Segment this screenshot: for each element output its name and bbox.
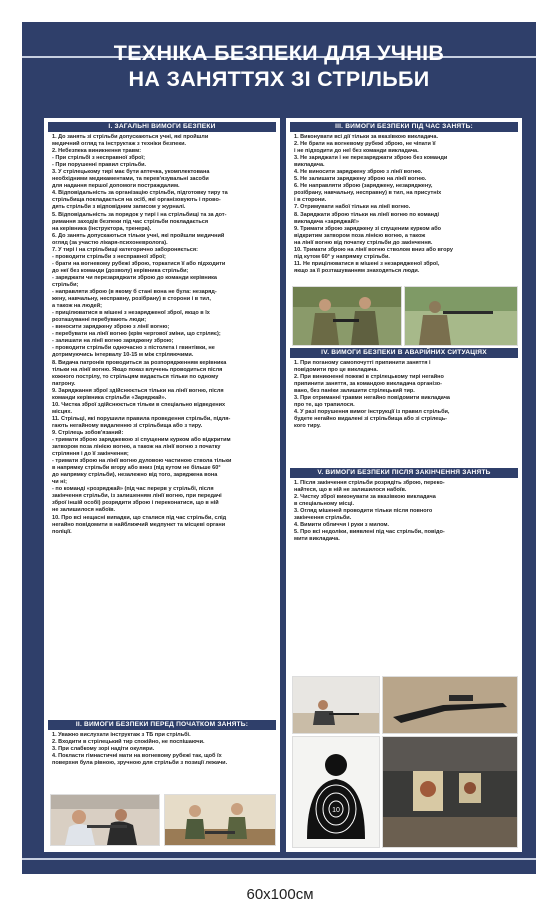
section-general-line: 9. Стрілець зобов'язаний: [52,429,124,436]
section-during-line: 5. Не залишати заряджену зброю на лінії вогню. [294,176,427,183]
photo-students-shooting [50,794,160,846]
photo-rifle-closeup [382,676,518,734]
section-general-line: стрільби; [52,281,79,288]
section-general-line: 5. Відповідальність за порядок у тирі і на стрільбищі та за дот- [52,211,227,218]
section-during-line: під кутом 60° у напрямку стрільби. [294,253,390,260]
section-emergency-line: 4. У разі порушення вимог інструкції із правил стрільби, [294,409,450,416]
stand-board [22,22,536,874]
section-general-heading: І. ЗАГАЛЬНІ ВИМОГИ БЕЗПЕКИ [48,122,276,132]
page-title [22,40,536,92]
section-general-line: - брати на вогневому рубежі зброю, торкатися її або підходити [52,260,226,267]
section-before-line: 2. Входити в стрілецький тир спокійно, не поспішаючи. [52,739,205,746]
section-during-line: якщо за її розташуванням знаходяться люди. [294,267,420,274]
section-emergency-line: про те, що трапилося. [294,402,355,409]
section-during-line: 2. Не брати на вогневому рубежі зброю, не чіпати її [294,141,436,148]
section-during-line: 9. Тримати зброю заряджену зі спущеним курком або [294,225,442,232]
section-during-line: викладача. [294,162,325,169]
section-during-heading: ІІІ. ВИМОГИ БЕЗПЕКИ ПІД ЧАС ЗАНЯТЬ: [290,122,518,132]
section-after-line: мити викладача. [294,536,340,543]
section-general-line: зброї іншій особі) розрядити зброю і переконатися, що в ній [52,500,219,507]
section-general-line: закінчення стрільби, із залишенням лінії вогню, при передачі [52,493,222,500]
section-general-line: 7. У тирі і на стрільбищі категорично забороняється: [52,246,198,253]
section-general-line: 8. Видача патронів проводиться за розпорядженням керівника [52,359,227,366]
section-general-line: жену, навчальну, несправну, розібрану) в сторони і в тил, [52,296,211,303]
section-general-line: не залишилося набоїв. [52,507,116,514]
section-after-heading: V. ВИМОГИ БЕЗПЕКИ ПІСЛЯ ЗАКІНЧЕННЯ ЗАНЯТЬ [290,468,518,478]
section-after-line: 5. Про всі недоліки, виявлені під час стрільби, повідо- [294,529,445,536]
section-before-line: 1. Уважно вислухати інструктаж з ТБ при стрільбі. [52,732,191,738]
section-general-line: місцях. [52,408,73,415]
section-general-line: - прицілюватися в мішені з незарядженої зброї, якщо в їх [52,310,210,317]
section-general-body [52,134,272,536]
section-general-line: розташуванні перебувають люди; [52,317,147,324]
section-emergency-line: 1. При поганому самопочутті припинити заняття і [294,360,431,366]
photo-target-sheet [292,736,380,848]
section-during-line: розібрану, навчальну, несправну) в тил, на присутніх [294,190,442,197]
section-emergency-line: кого тиру. [294,423,321,430]
section-during-line: 10. Тримати зброю на лінії вогню стволом вниз або вгору [294,246,453,253]
section-during-line: і в сторони. [294,197,327,204]
section-general-line: - проводити стрільби одночасно з пістолета і гвинтівки, не [52,345,215,352]
section-general-line: до неї без команди (дозволу) керівника стрільби; [52,267,189,274]
section-during-line: 3. Не заряджати і не перезаряджати зброю без команди [294,155,448,162]
section-general-line: 3. У стрілецькому тирі має бути аптечка, укомплектована [52,169,210,176]
photo-soldiers-training [292,286,402,346]
section-general-line: до напрямку стрільби), незалежно від того, заряджена вона [52,472,218,479]
section-emergency-line: будете негайно видалені зі стрільбища або зі стрілець- [294,416,448,423]
section-general-line: необхідними медикаментами, та перев'язувальні засоби [52,176,209,183]
section-during-line: 6. Не направляти зброю (заряджену, незаряджену, [294,183,433,190]
section-emergency-line: вано, без паніки залишити стрілецький тир. [294,388,415,395]
photo-instructor-class [164,794,276,846]
section-general-line: - направляти зброю (в якому б стані вона не була: незаряд- [52,289,217,296]
section-after-line: 2. Чистку зброї виконувати за вказівкою викладача [294,494,436,501]
title-line-1: ТЕХНІКА БЕЗПЕКИ ДЛЯ УЧНІВ [113,41,445,65]
section-general-line: - перебувати на лінії вогню (крім чергової зміни, що стріляє); [52,331,221,338]
section-general-line: - залишати на лінії вогню заряджену зброю; [52,338,174,345]
section-after-line: в спеціальному місці. [294,501,354,508]
section-general-line: - заряджати чи перезаряджати зброю до команди керівника [52,274,217,281]
section-after-body [294,480,514,543]
title-line-2: НА ЗАНЯТТЯХ ЗІ СТРІЛЬБИ [128,67,430,91]
target-center-number: 10 [332,807,340,814]
section-general-line: команди керівника стрільби «Заряджай». [52,394,167,401]
section-general-line: затвором поза лінією вогню, а також на лінії вогню з початку [52,444,221,451]
size-label: 60x100см [246,886,314,903]
section-general-line: в напрямку стрільби вгору або вниз (під кутом не більше 60° [52,465,221,472]
section-emergency-line: 2. При виникненні пожежі в стрілецькому тирі негайно [294,374,444,381]
section-general-line: стріляння і до її закінчення; [52,451,129,458]
section-emergency-line: повідомити про це викладача. [294,367,378,374]
section-before-heading: ІІ. ВИМОГИ БЕЗПЕКИ ПЕРЕД ПОЧАТКОМ ЗАНЯТЬ: [48,720,276,730]
section-during-line: 11. Не прицілюватися в мішені з незарядженої зброї, [294,260,440,267]
section-during-line: 1. Виконувати всі дії тільки за вказівкою викладача. [294,134,439,140]
section-general-line: тільки на лінії вогню. Якщо показ влучень проводиться після [52,366,223,373]
section-after-line: 4. Вимити обличчя і руки з милом. [294,522,390,529]
section-general-line: - При порушенні правил стрільби. [52,162,147,169]
section-general-line: чи ні; [52,479,67,486]
section-after-line: закінчення стрільби. [294,515,352,522]
section-after-line: найтеся, що в ній не залишилося набоїв. [294,487,407,494]
section-before-line: 3. При слабкому зорі надіти окуляри. [52,746,155,753]
section-emergency-line: 3. При отриманні травми негайно повідомити викладача [294,395,451,402]
section-before-line: 4. Покласти гімнастичні мати на вогневому рубежі так, щоб їх [52,753,222,760]
section-general-line: а також на людей; [52,303,102,310]
section-during-line: відкритим затвором поза лінією вогню, а також [294,232,426,239]
section-emergency-heading: IV. ВИМОГИ БЕЗПЕКИ В АВАРІЙНИХ СИТУАЦІЯХ [290,348,518,358]
section-during-line: і не підходити до неї без команди викладача. [294,148,419,155]
photo-soldier-aiming [404,286,518,346]
section-general-line: дять стрільби з відповідним записом у журналі. [52,204,186,211]
section-during-line: 7. Отримувати набої тільки на лінії вогню. [294,204,411,211]
section-general-line: 10. Про всі нещасні випадки, що сталися під час стрільби, слід [52,514,227,521]
section-during-line: викладача «заряджай!» [294,218,359,225]
section-general-line: патрону. [52,380,76,387]
section-general-line: 2. Небезпека виникнення травм: [52,148,142,155]
section-general-line: гають негайному видаленню зі стрільбища або з тиру. [52,422,203,429]
photo-target-range-hall [382,736,518,848]
section-general-line: римання заходів безпеки під час стрільби покладається [52,218,209,225]
right-panel [286,118,522,852]
photo-shooting-range [292,676,380,734]
section-during-line: 4. Не виносити заряджену зброю з лінії вогню. [294,169,423,176]
section-general-line: - виносити заряджену зброю з лінії вогню; [52,324,170,331]
section-general-line: стрільбища покладається на осіб, які організовують і прово- [52,197,221,204]
section-general-line: 6. До занять допускаються тільки учні, які пройшли медичний [52,232,225,239]
section-general-line: на керівника (інструктора, тренера). [52,225,152,232]
section-during-body [294,134,514,275]
section-general-line: - тримати зброю заряджевою зі спущеним курком або відкритим [52,437,231,444]
section-general-line: негайно повідомити в найближчий медпункт та місцеві органи [52,521,226,528]
section-general-line: 11. Стрільці, які порушили правила проведення стрільби, підля- [52,415,231,422]
section-before-line: поверхня була рівною, зручною для стрільби з позиції лежачи. [52,760,228,767]
section-general-line: дотримуючись інтервалу 10-15 м між стріляючими. [52,352,194,359]
section-before-body [52,732,272,767]
section-general-line: 1. До занять зі стрільби допускаються учні, які пройшли [52,134,209,140]
section-general-line: кожного пострілу, то стрільцям видається тільки по одному [52,373,219,380]
section-emergency-body [294,360,514,430]
section-general-line: для надання першої допомоги постраждалим. [52,183,180,190]
section-during-line: 8. Заряджати зброю тільки на лінії вогню по команді [294,211,440,218]
section-general-line: 10. Чистка зброї здійснюється тільки в спеціально відведених [52,401,226,408]
section-after-line: 3. Огляд мішеней проводити тільки після повного [294,508,433,515]
section-general-line: - тримати зброю на лінії вогню дуловою частиною ствола тільки [52,458,232,465]
left-panel [44,118,280,852]
section-general-line: - по команді «розряджай» (під час перерв у стрільбі, після [52,486,214,493]
section-emergency-line: припинити заняття, за командою викладача організо- [294,381,442,388]
section-after-line: 1. Після закінчення стрільби розрядіть зброю, переко- [294,480,445,486]
section-general-line: - При стрільбі з несправної зброї; [52,155,145,162]
section-general-line: огляд (за участю лікаря-психоневролога). [52,239,168,246]
section-during-line: на лінії вогню від початку стрільби до закінчення. [294,239,433,246]
section-general-line: 9. Заряджання зброї здійснюється тільки на лінії вогню, після [52,387,224,394]
section-general-line: поліції. [52,528,72,535]
section-general-line: медичний огляд та інструктаж з техніки безпеки. [52,141,187,148]
bottom-divider-line [22,858,536,860]
section-general-line: 4. Відповідальність за організацію стрільби, підготовку тиру та [52,190,228,197]
section-general-line: - проводити стрільби з несправної зброї; [52,253,166,260]
